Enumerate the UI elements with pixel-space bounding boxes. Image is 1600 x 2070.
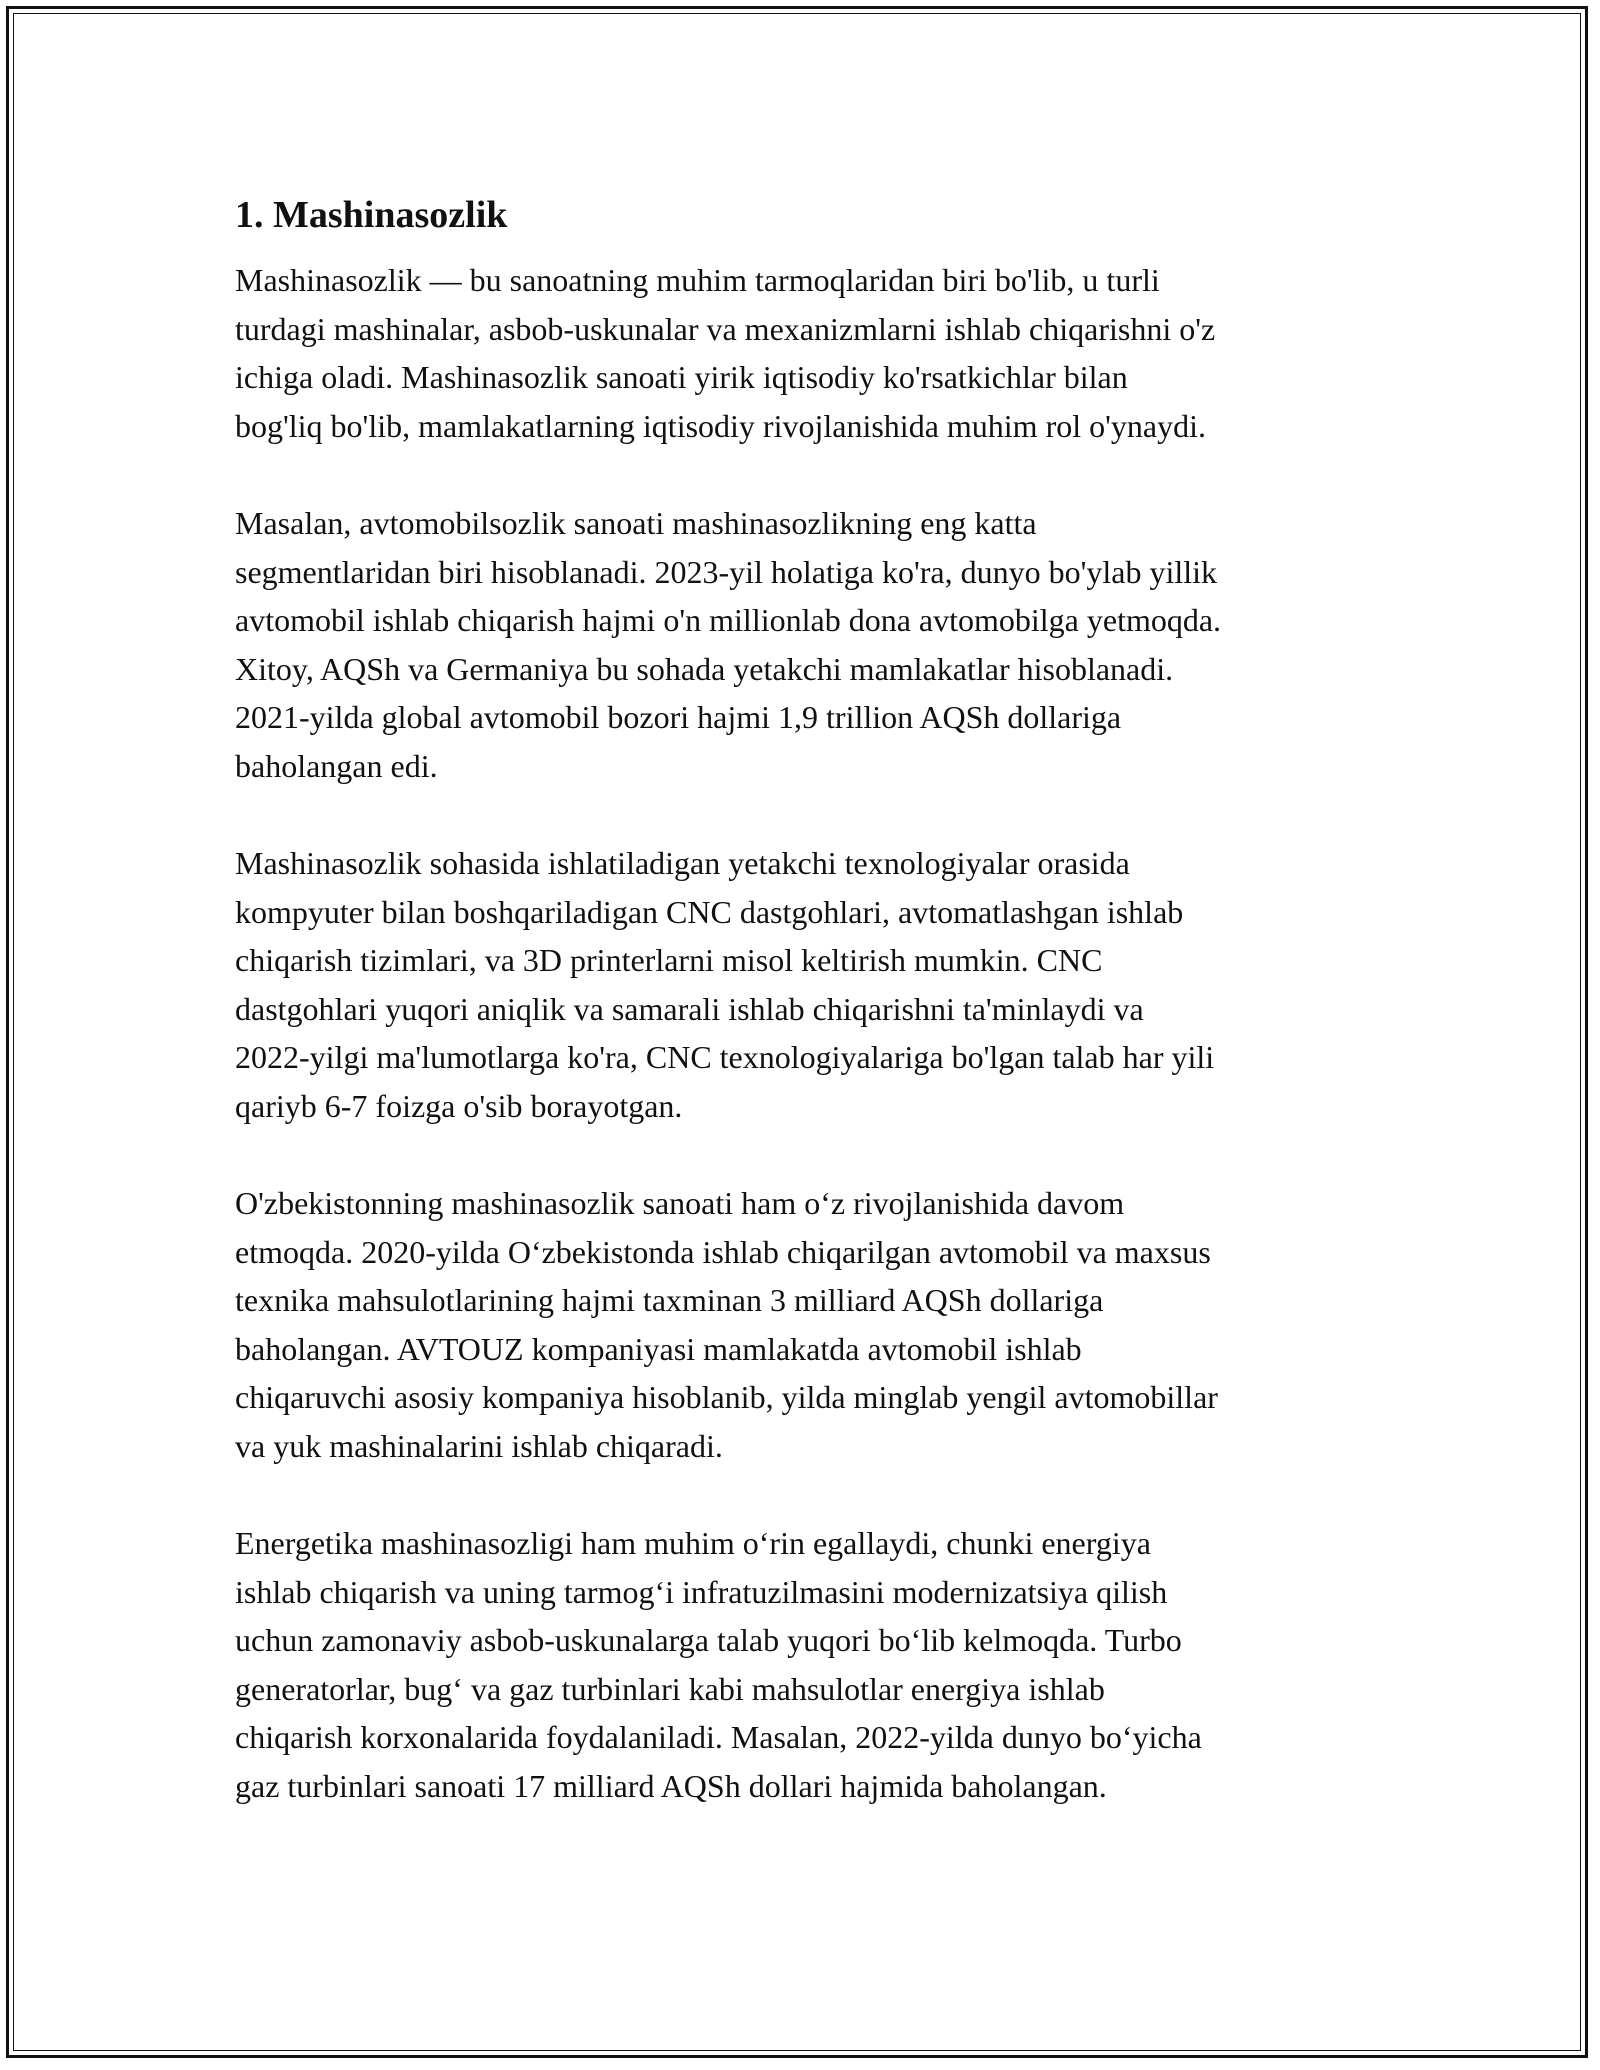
paragraph-technologies: Mashinasozlik sohasida ishlatiladigan yetakchi texnologiyalar orasida kompyuter bilan boshqariladigan CNC dastgohlari, avtomatlashgan ishlab chiqarish tizimlari, va 3D printerlarni misol keltirish mumkin. CNC dastgohlari yuqori aniqlik va samarali ishlab chiqarishni ta'minlaydi va 2022-yilgi ma'lumotlarga ko'ra, CNC texnologiyalariga bo'lgan talab har yili qariyb 6-7 foizga o'sib borayotgan.: [235, 845, 1215, 1124]
paragraph-uzbekistan: O'zbekistonning mashinasozlik sanoati ham o‘z rivojlanishida davom etmoqda. 2020-yilda O‘zbekistonda ishlab chiqarilgan avtomobil va maxsus texnika mahsulotlarining hajmi taxminan 3 milliard AQSh dollariga baholangan. AVTOUZ kompaniyasi mamlakatda avtomobil ishlab chiqaruvchi asosiy kompaniya hisoblanib, yilda minglab yengil avtomobillar va yuk mashinalarini ishlab chiqaradi.: [235, 1185, 1218, 1464]
paragraph-automotive: Masalan, avtomobilsozlik sanoati mashinasozlikning eng katta segmentlaridan biri hisoblanadi. 2023-yil holatiga ko'ra, dunyo bo'ylab yillik avtomobil ishlab chiqarish hajmi o'n millionlab dona avtomobilga yetmoqda. Xitoy, AQSh va Germaniya bu sohada yetakchi mamlakatlar hisoblanadi. 2021-yilda global avtomobil bozori hajmi 1,9 trillion AQSh dollariga baholangan edi.: [235, 505, 1222, 784]
paragraph-intro: Mashinasozlik — bu sanoatning muhim tarmoqlaridan biri bo'lib, u turli turdagi mashinalar, asbob-uskunalar va mexanizmlarni ishlab chiqarishni o'z ichiga oladi. Mashinasozlik sanoati yirik iqtisodiy ko'rsatkichlar bilan bog'liq bo'lib, mamlakatlarning iqtisodiy rivojlanishida muhim rol o'ynaydi.: [235, 262, 1216, 444]
paragraph-energy: Energetika mashinasozligi ham muhim o‘rin egallaydi, chunki energiya ishlab chiqarish va uning tarmog‘i infratuzilmasini modernizatsiya qilish uchun zamonaviy asbob-uskunalarga talab yuqori bo‘lib kelmoqda. Turbo generatorlar, bug‘ va gaz turbinlari kabi mahsulotlar energiya ishlab chiqarish korxonalarida foydalaniladi. Masalan, 2022-yilda dunyo bo‘yicha gaz turbinlari sanoati 17 milliard AQSh dollari hajmida baholangan.: [235, 1525, 1202, 1804]
section-title: 1. Mashinasozlik: [235, 194, 508, 236]
document-body: [235, 188, 1375, 1859]
